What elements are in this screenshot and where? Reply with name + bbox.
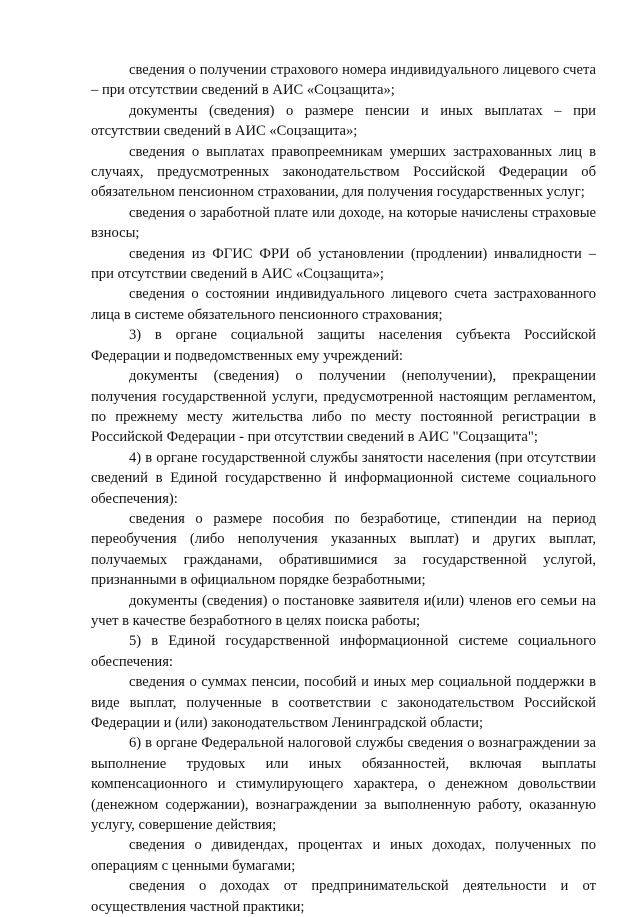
paragraph: документы (сведения) о размере пенсии и иных выплатах – при отсутствии сведений в АИС «Соцзащита»; xyxy=(91,102,596,140)
paragraph: 5) в Единой государственной информационной системе социального обеспечения: xyxy=(91,633,596,670)
paragraph: сведения о заработной плате или доходе, на которые начислены страховые взносы; xyxy=(91,204,596,242)
paragraph: сведения о выплатах правопреемникам умерших застрахованных лиц в случаях, предусмотренных законодательством Российской Федерации об обязательном пенсионном страховании, для получения государственных услуг; xyxy=(91,143,596,201)
paragraph: документы (сведения) о постановке заявителя и(или) членов его семьи на учет в качестве безработного в целях поиска работы; xyxy=(91,592,596,629)
paragraph: документы (сведения) о получении (неполучении), прекращении получения государственной услуги, предусмотренной настоящим регламентом, по прежнему месту жительства либо по месту постоянной регистрации в Российской Федерации - при отсутствии сведений в АИС "Соцзащита"; xyxy=(91,368,596,446)
paragraph: сведения о состоянии индивидуального лицевого счета застрахованного лица в системе обязательного пенсионного страхования; xyxy=(91,286,596,323)
paragraph: 3) в органе социальной защиты населения субъекта Российской Федерации и подведомственных ему учреждений: xyxy=(91,327,596,364)
paragraph: сведения о доходах от предпринимательской деятельности и от осуществления частной практики; xyxy=(91,878,596,915)
paragraph: 6) в органе Федеральной налоговой службы сведения о вознаграждении за выполнение трудовых или иных обязанностей, включая выплаты компенсационного и стимулирующего характера, о денежном довольствии (денежном содержании), вознаграждении за выполненную работу, оказанную услугу, совершение действия; xyxy=(91,735,596,834)
paragraph: сведения о получении страхового номера индивидуального лицевого счета – при отсутствии сведений в АИС «Соцзащита»; xyxy=(91,62,596,99)
paragraph: сведения из ФГИС ФРИ об установлении (продлении) инвалидности – при отсутствии сведений в АИС «Соцзащита»; xyxy=(91,245,596,283)
paragraph: 4) в органе государственной службы занятости населения (при отсутствии сведений в Единой государственно й информационной системе социального обеспечения): xyxy=(91,449,596,507)
paragraph: сведения о дивидендах, процентах и иных доходах, полученных по операциям с ценными бумагами; xyxy=(91,837,596,874)
document-body xyxy=(91,60,596,917)
paragraph: сведения о размере пособия по безработице, стипендии на период переобучения (либо неполучения указанных выплат) и других выплат, получаемых гражданами, обратившимися за государственной услугой, признанными в официальном порядке безработными; xyxy=(91,510,596,589)
paragraph: сведения о суммах пенсии, пособий и иных мер социальной поддержки в виде выплат, полученные в соответствии с законодательством Российской Федерации и (или) законодательством Ленинградской области; xyxy=(91,674,596,731)
